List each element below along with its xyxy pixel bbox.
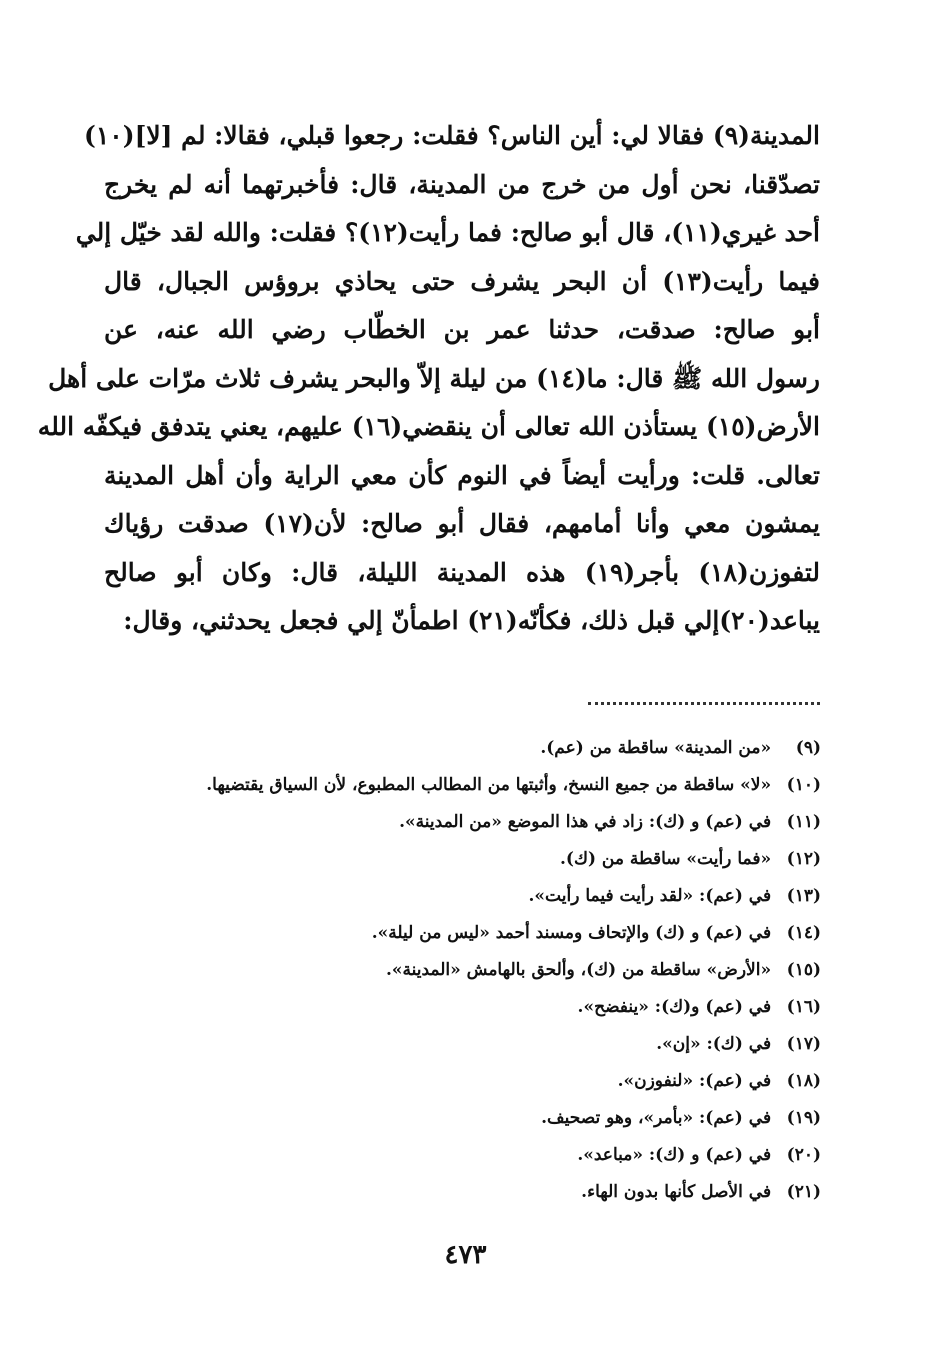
- footnote-text: «فما رأيت» ساقطة من (ك).: [559, 849, 772, 869]
- footnote-text: في (عم) و (ك): زاد في هذا الموضع «من المدينة».: [399, 812, 772, 832]
- footnote-number: (١١): [786, 812, 821, 832]
- page-number: ٤٧٣: [444, 1240, 487, 1270]
- footnote-number: (٢٠): [786, 1145, 821, 1165]
- footnote-number: (٢١): [786, 1182, 821, 1202]
- body-line: فيما رأيت(١٣) أن البحر يشرف حتى يحاذي بروؤس الجبال، قال: [104, 266, 821, 296]
- body-line: يباعد(٢٠)إلي قبل ذلك، فكأنّه(٢١) اطمأنّ إلي فجعل يحدثني، وقال:: [123, 606, 820, 635]
- footnote-text: في (ك): «إن».: [656, 1034, 772, 1054]
- footnote-text: في (عم): «لنفوزن».: [617, 1071, 772, 1091]
- footnote: [181, 878, 821, 915]
- body-line: أبو صالح: صدقت، حدثنا عمر بن الخطّاب رضي الله عنه، عن: [104, 315, 820, 344]
- footnote: [181, 1137, 821, 1174]
- footnote-text: «من المدينة» ساقطة من (عم).: [540, 738, 772, 758]
- footnotes: [181, 730, 821, 1211]
- footnote: [181, 952, 821, 989]
- footnote-text: في (عم) و (ك) والإتحاف ومسند أحمد «ليس من ليلة».: [371, 923, 772, 943]
- footnote-number: (١٩): [786, 1108, 821, 1128]
- footnote-number: (١٢): [786, 849, 821, 869]
- body-line: لتفوزن(١٨) بأجر(١٩) هذه المدينة الليلة، قال: وكان أبو صالح: [104, 557, 821, 587]
- footnote-text: «لا» ساقطة من جميع النسخ، وأثبتها من المطالب المطبوع، لأن السياق يقتضيها.: [206, 775, 772, 795]
- footnote-text: في الأصل كأنها بدون الهاء.: [581, 1182, 772, 1202]
- footnote: [181, 767, 821, 804]
- footnote: [181, 841, 821, 878]
- footnote-text: في (عم) و (ك): «مباعد».: [577, 1145, 772, 1165]
- footnote: [181, 1100, 821, 1137]
- body-line: تصدّقنا، نحن أول من خرج من المدينة، قال: فأخبرتهما أنه لم يخرج: [104, 169, 820, 199]
- footnote-number: (١٨): [786, 1071, 821, 1091]
- footnote-number: (١٥): [786, 960, 821, 980]
- footnote-number: (١٤): [786, 923, 821, 943]
- footnote-number: (٩): [795, 738, 821, 758]
- footnote: [181, 804, 821, 841]
- footnote-text: في (عم): «لقد رأيت فيما رأيت».: [528, 886, 772, 906]
- body-line: المدينة(٩) فقالا لي: أين الناس؟ فقلت: رجعوا قبلي، فقالا: لم [لا](١٠): [84, 121, 820, 150]
- footnote-number: (١٣): [786, 886, 821, 906]
- footnote-separator: [588, 688, 820, 705]
- footnote-text: في (عم) و(ك): «ينفضح».: [577, 997, 772, 1017]
- footnote-number: (١٠): [786, 775, 821, 795]
- footnote-text: في (عم): «بأمر»، وهو تصحيف.: [541, 1108, 772, 1128]
- main-text: [37, 112, 821, 646]
- body-line: أحد غيري(١١)، قال أبو صالح: فما رأيت(١٢)؟ فقلت: والله لقد خيّل إلي: [75, 218, 820, 247]
- footnote: [181, 989, 821, 1026]
- body-line: الأرض(١٥) يستأذن الله تعالى أن ينقضي(١٦) عليهم، يعني يتدفق فيكفّه الله: [37, 412, 820, 441]
- footnote-number: (١٧): [786, 1034, 821, 1054]
- footnote: [181, 1063, 821, 1100]
- body-line: رسول الله ﷺ قال: ما(١٤) من ليلة إلاّ والبحر يشرف ثلاث مرّات على أهل: [48, 363, 820, 393]
- footnote: [181, 1026, 821, 1063]
- footnote: [181, 915, 821, 952]
- footnote-text: «الأرض» ساقطة من (ك)، وألحق بالهامش «المدينة».: [385, 960, 772, 980]
- body-line: يمشون معي وأنا أمامهم، فقال أبو صالح: لأن(١٧) صدقت رؤياك: [104, 509, 820, 538]
- footnote: [181, 1174, 821, 1211]
- footnote-number: (١٦): [786, 997, 821, 1017]
- footnote: [181, 730, 821, 767]
- body-line: تعالى. قلت: ورأيت أيضاً في النوم كأن معي الراية وأن أهل المدينة: [104, 460, 820, 490]
